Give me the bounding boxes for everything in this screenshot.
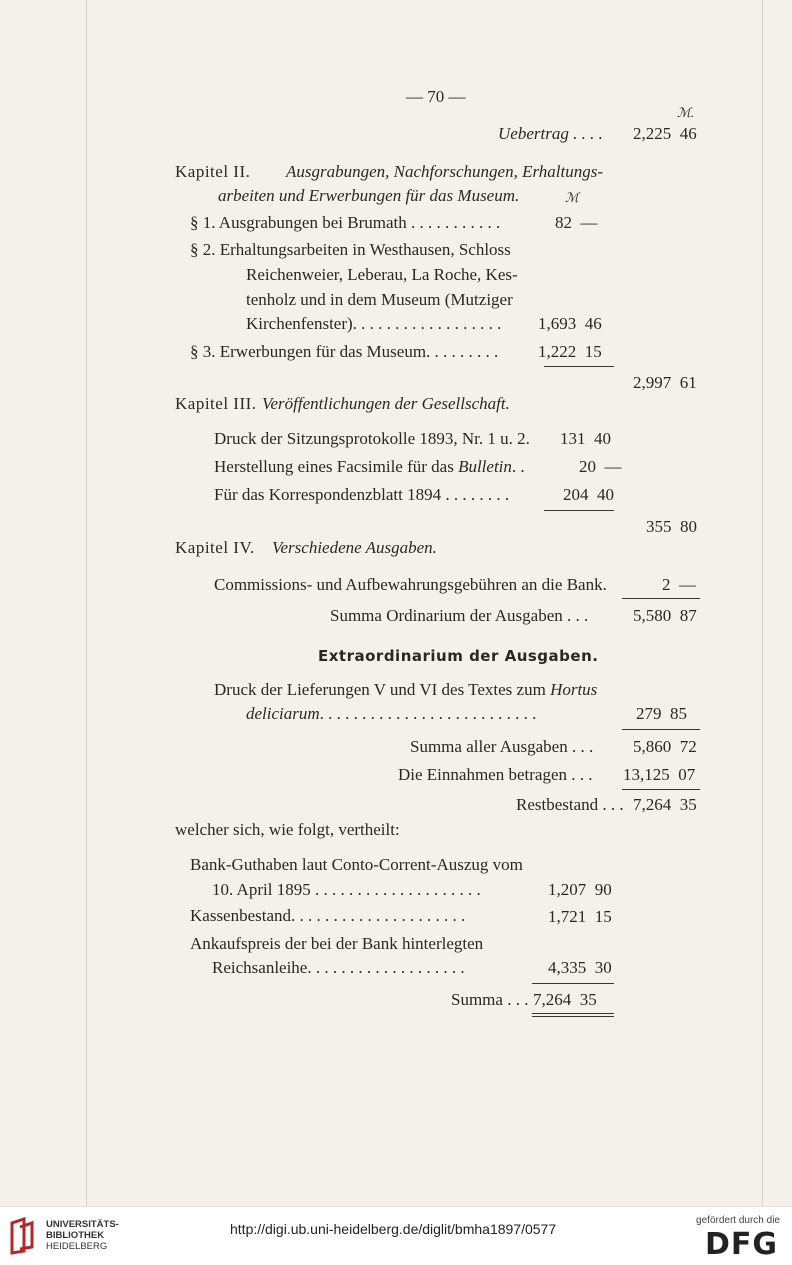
kapitel3-line2 bbox=[214, 457, 525, 477]
page-edge-left bbox=[86, 0, 87, 1206]
kapitel3-head: Kapitel III. bbox=[175, 394, 257, 413]
kapitel2-p2-line1: § 2. Erhaltungsarbeiten in Westhausen, Schloss bbox=[190, 240, 511, 259]
kapitel2-p2-line4: Kirchenfenster). . . . . . . . . . . . . . . . . . bbox=[246, 314, 502, 333]
kapitel3-line2-text: Herstellung eines Facsimile für das bbox=[214, 457, 459, 476]
einnahmen-label: Die Einnahmen betragen . . . bbox=[398, 765, 593, 784]
extra-line2-dots: . . . . . . . . . . . . . . . . . . . . . . . . . . bbox=[319, 704, 537, 723]
einnahmen-rule bbox=[622, 789, 700, 790]
ankaufspreis-line2: Reichsanleihe. . . . . . . . . . . . . . . . . . . bbox=[212, 958, 465, 977]
funded-by-label: gefördert durch die bbox=[696, 1215, 780, 1226]
summa-aller-label: Summa aller Ausgaben . . . bbox=[410, 737, 594, 756]
bank-guthaben-amount: 1,207 90 bbox=[548, 880, 612, 899]
kassenbestand: Kassenbestand. . . . . . . . . . . . . . . . . . . . . bbox=[190, 906, 466, 925]
kapitel2-p2-amount: 1,693 46 bbox=[538, 314, 602, 333]
summa-ordinarium-label: Summa Ordinarium der Ausgaben . . . bbox=[330, 606, 589, 625]
kapitel3-sum-rule bbox=[544, 510, 614, 511]
kapitel3-line2-amount: 20 — bbox=[579, 457, 622, 476]
kapitel2-p1: § 1. Ausgrabungen bei Brumath . . . . . . . . . . . bbox=[190, 213, 501, 232]
university-library-name bbox=[46, 1219, 119, 1252]
kapitel4-sum-rule bbox=[622, 598, 700, 599]
verteilung-intro: welcher sich, wie folgt, vertheilt: bbox=[175, 820, 400, 839]
restbestand-amount: 7,264 35 bbox=[633, 795, 697, 814]
ankaufspreis-line1: Ankaufspreis der bei der Bank hinterlegten bbox=[190, 934, 484, 953]
kapitel2-p3-amount: 1,222 15 bbox=[538, 342, 602, 361]
kapitel2-total: 2,997 61 bbox=[633, 373, 697, 392]
kapitel2-sum-rule bbox=[544, 366, 614, 367]
summa-ordinarium-amount: 5,580 87 bbox=[633, 606, 697, 625]
kapitel3-title: Veröffentlichungen der Gesellschaft. bbox=[262, 394, 510, 413]
university-library-logo-icon bbox=[8, 1217, 38, 1255]
currency-mark-kapitel2: ℳ bbox=[565, 190, 579, 205]
extraordinarium-heading: Extraordinarium der Ausgaben. bbox=[318, 647, 599, 665]
verteilung-sum-rule bbox=[532, 983, 614, 984]
kapitel3-line3: Für das Korrespondenzblatt 1894 . . . . . . . . bbox=[214, 485, 510, 504]
kapitel4-line1: Commissions- und Aufbewahrungsgebühren an die Bank. bbox=[214, 575, 607, 594]
kapitel4-line1-amount: 2 — bbox=[662, 575, 696, 594]
summa-rule-1 bbox=[532, 1013, 614, 1014]
kapitel3-line3-amount: 204 40 bbox=[563, 485, 614, 504]
kapitel3-line1-amount: 131 40 bbox=[560, 429, 611, 448]
permalink-url[interactable]: http://digi.ub.uni-heidelberg.de/diglit/bmha1897/0577 bbox=[230, 1221, 557, 1237]
extra-amount: 279 85 bbox=[636, 704, 687, 723]
extra-sum-rule bbox=[622, 729, 700, 730]
dfg-logo: DFG bbox=[704, 1227, 778, 1262]
kapitel4-head: Kapitel IV. bbox=[175, 538, 255, 557]
footer-bar bbox=[0, 1206, 792, 1265]
kapitel4-title: Verschiedene Ausgaben. bbox=[272, 538, 437, 557]
extra-line2 bbox=[246, 704, 536, 724]
logo-line-3: HEIDELBERG bbox=[46, 1241, 108, 1252]
extra-line1 bbox=[214, 680, 597, 700]
summa-amount: 7,264 35 bbox=[533, 990, 597, 1009]
kapitel2-head: Kapitel II. bbox=[175, 162, 251, 181]
logo-line-1: UNIVERSITÄTS- bbox=[46, 1219, 119, 1230]
kassenbestand-amount: 1,721 15 bbox=[548, 907, 612, 926]
kapitel2-title-2: arbeiten und Erwerbungen für das Museum. bbox=[218, 186, 520, 205]
extra-line2-deliciarum: deliciarum bbox=[246, 704, 320, 723]
kapitel2-p2-line2: Reichenweier, Leberau, La Roche, Kes- bbox=[246, 265, 518, 284]
bank-guthaben-line2: 10. April 1895 . . . . . . . . . . . . . . . . . . . . bbox=[212, 880, 481, 899]
kapitel2-p2-line3: tenholz und in dem Museum (Mutziger bbox=[246, 290, 513, 309]
page-number: — 70 — bbox=[406, 87, 466, 106]
kapitel3-line2-dots: . . bbox=[511, 457, 525, 476]
bank-guthaben-line1: Bank-Guthaben laut Conto-Corrent-Auszug vom bbox=[190, 855, 523, 874]
kapitel3-line1: Druck der Sitzungsprotokolle 1893, Nr. 1 u. 2. bbox=[214, 429, 530, 448]
einnahmen-amount: 13,125 07 bbox=[623, 765, 696, 784]
uebertrag-label: Uebertrag . . . . bbox=[498, 124, 603, 143]
uebertrag-amount: 2,225 46 bbox=[633, 124, 697, 143]
kapitel2-title-1: Ausgrabungen, Nachforschungen, Erhaltungs- bbox=[286, 162, 604, 181]
summa-label: Summa . . . bbox=[451, 990, 529, 1009]
currency-mark-top: ℳ. bbox=[677, 105, 695, 120]
kapitel2-p1-amount: 82 — bbox=[555, 213, 598, 232]
extra-line1-text: Druck der Lieferungen V und VI des Textes zum bbox=[214, 680, 551, 699]
kapitel3-total: 355 80 bbox=[646, 517, 697, 536]
page-edge-right bbox=[762, 0, 763, 1206]
kapitel3-line2-bulletin: Bulletin bbox=[458, 457, 512, 476]
summa-rule-2 bbox=[532, 1016, 614, 1017]
logo-line-2: BIBLIOTHEK bbox=[46, 1230, 105, 1241]
extra-line1-hortus: Hortus bbox=[550, 680, 598, 699]
restbestand-label: Restbestand . . . bbox=[516, 795, 624, 814]
ankaufspreis-amount: 4,335 30 bbox=[548, 958, 612, 977]
summa-aller-amount: 5,860 72 bbox=[633, 737, 697, 756]
kapitel2-p3: § 3. Erwerbungen für das Museum. . . . . . . . . bbox=[190, 342, 499, 361]
